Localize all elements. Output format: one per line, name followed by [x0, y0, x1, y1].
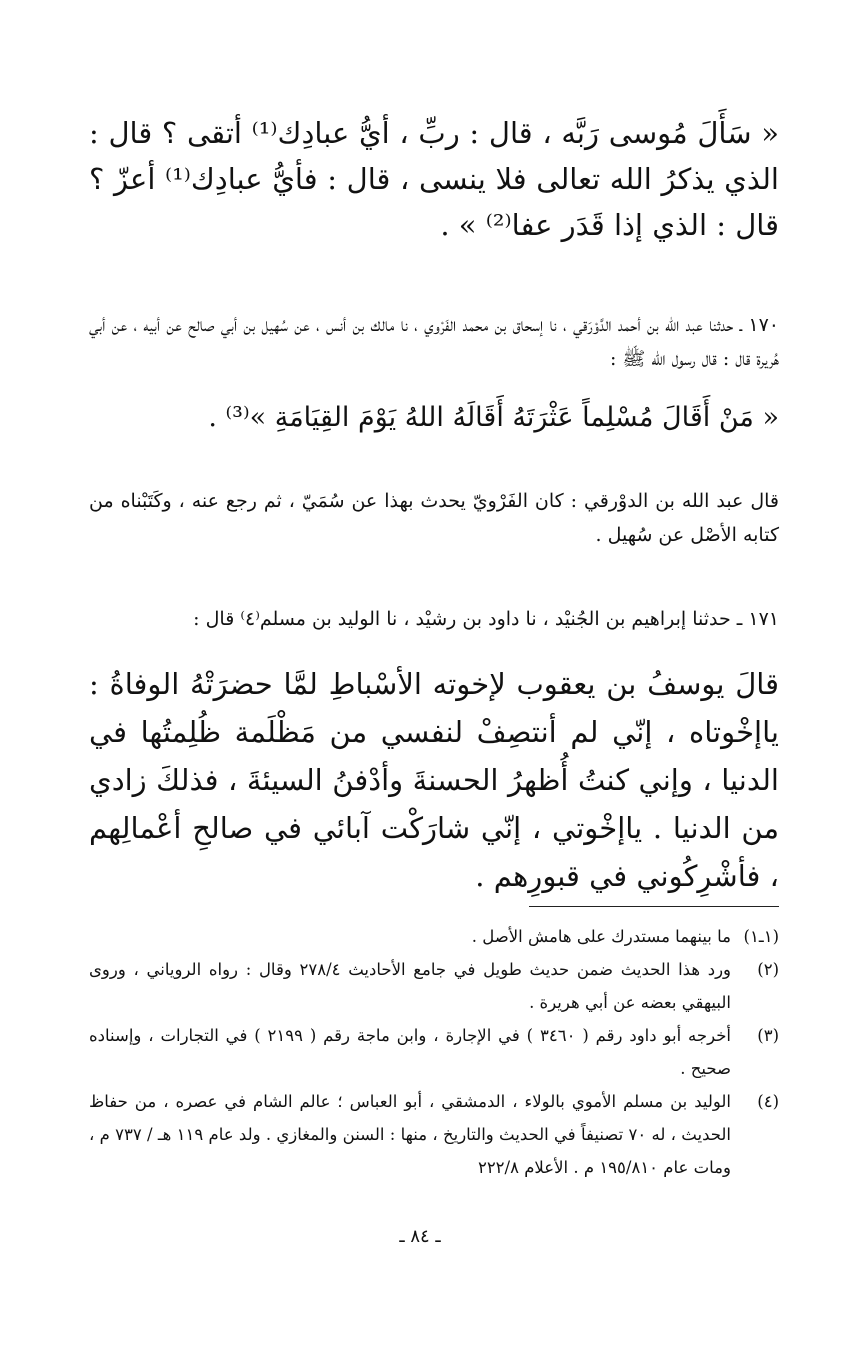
- footnote-number: (٢): [757, 960, 779, 979]
- footnote-text: أخرجه أبو داود رقم ( ٣٤٦٠ ) في الإجارة ، وابن ماجة رقم ( ٢١٩٩ ) في التجارات ، وإسناده صحيح .: [89, 1026, 731, 1078]
- footnote-text: ما بينهما مستدرك على هامش الأصل .: [471, 927, 731, 946]
- footnotes: [89, 920, 779, 1184]
- footnote-number: (٤): [757, 1092, 779, 1111]
- hadith-171-text: قالَ يوسفُ بن يعقوب لإخوته الأسْباطِ لمَّا حضرَتْهُ الوفاةُ : ياإخْوتاه ، إنّي لم أنتصِفْ لنفسي من مَظْلَمة ظُلِمتُها في الدنيا ، وإني كنتُ أُظهرُ الحسنةَ وأدْفنُ السيئةَ ، فذلكَ زادي من الدنيا . ياإخْوتي ، إنّي شارَكْت آبائي في صالحِ أعْمالِهم ، فأشْرِكُوني في قبورِهم .: [89, 667, 779, 893]
- footnote: [89, 953, 779, 1019]
- footnote: [89, 1085, 779, 1184]
- page-number: ـ ٨٤ ـ: [399, 1226, 441, 1247]
- footnote-text: ورد هذا الحديث ضمن حديث طويل في جامع الأحاديث ٢٧٨/٤ وقال : رواه الروياني ، وروى البيهقي بعضه عن أبي هريرة .: [89, 960, 732, 1012]
- footnote-text: الوليد بن مسلم الأموي بالولاء ، الدمشقي ، أبو العباس ؛ عالم الشام في عصره ، من حفاظ الحديث ، له ٧٠ تصنيفاً في الحديث والتاريخ ، منها : السنن والمغازي . ولد عام ١١٩ هـ / ٧٣٧ م ، ومات عام ١٩٥/٨١٠ م . الأعلام ٢٢٢/٨: [89, 1092, 731, 1177]
- opening-quote: « سَأَلَ مُوسى رَبَّه ، قال : ربِّ ، أيُّ عبادِك⁽¹⁾ أتقى ؟ قال : الذي يذكرُ الله تعالى فلا ينسى ، قال : فأيُّ عبادِك⁽¹⁾ أعزّ ؟ قال : الذي إذا قَدَر عفا⁽²⁾ » .: [89, 116, 779, 242]
- footnote-number: (٣): [757, 1026, 779, 1045]
- hadith-171-isnad: ١٧١ ـ حدثنا إبراهيم بن الجُنيْد ، نا داود بن رشيْد ، نا الوليد بن مسلم⁽٤⁾ قال :: [193, 608, 779, 630]
- footnote-divider: [529, 906, 779, 907]
- footnote: [89, 1019, 779, 1085]
- hadith-170-comment: قال عبد الله بن الدوْرقي : كان الفَرْويّ يحدث بهذا عن سُمَيّ ، ثم رجع عنه ، وكَتَبْناه من كتابه الأصْل عن سُهيل .: [89, 490, 779, 546]
- hadith-170-matn: « مَنْ أَقَالَ مُسْلِماً عَثْرَتَهُ أَقَالَهُ اللهُ يَوْمَ القِيَامَةِ »⁽³⁾ .: [208, 402, 779, 433]
- footnote-number: (١ـ١): [743, 927, 779, 946]
- footnote: [89, 920, 779, 953]
- hadith-170-isnad: ١٧٠ ـ حدثنا عبد الله بن أحمد الدَّوْرَقي ، نا إسحاق بن محمد الفَرْوي ، نا مالك بن أنس ، عن سُهيل بن أبي صالح عن أبيه ، عن أبي هُريرة قال : قال رسول الله ﷺ :: [89, 314, 779, 370]
